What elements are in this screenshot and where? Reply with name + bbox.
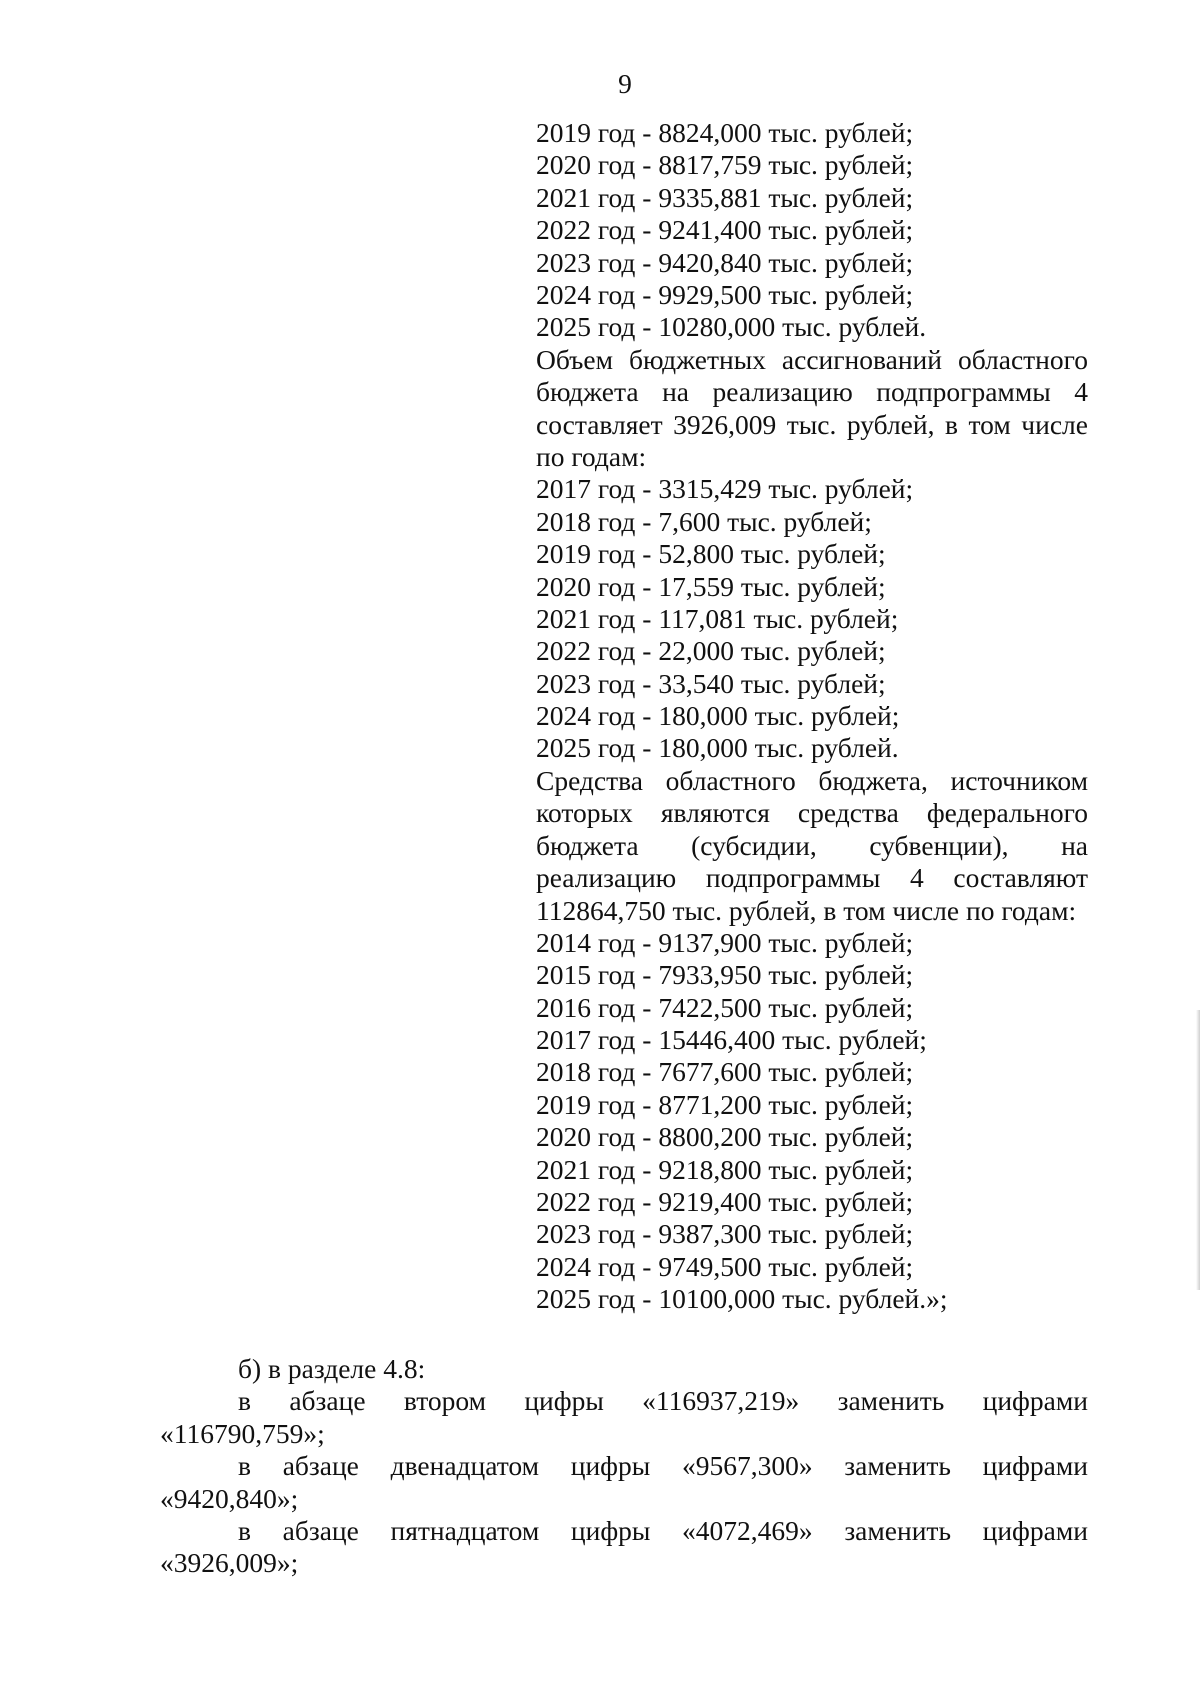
word: цифрами (982, 1450, 1088, 1482)
word: двенадцатом (390, 1450, 540, 1482)
word: втором (403, 1385, 486, 1417)
list-item: 2020 год - 8817,759 тыс. рублей; (536, 149, 914, 181)
scan-edge-shadow (1196, 1010, 1200, 1290)
list-item: 2017 год - 3315,429 тыс. рублей; (536, 473, 914, 505)
list-item: 2019 год - 8824,000 тыс. рублей; (536, 117, 914, 148)
list-item: 2016 год - 7422,500 тыс. рублей; (536, 991, 914, 1023)
new-value: «3926,009»; (160, 1547, 299, 1579)
new-value: «116790,759»; (160, 1417, 325, 1449)
new-value: «9420,840»; (160, 1482, 299, 1514)
list-item: 2024 год - 9929,500 тыс. рублей; (536, 278, 914, 310)
amendment-line (160, 1515, 1088, 1547)
year-list-a (536, 117, 1088, 344)
list-item: 2018 год - 7677,600 тыс. рублей; (536, 1056, 914, 1088)
list-item: 2024 год - 9749,500 тыс. рублей; (536, 1250, 914, 1282)
list-item: 2014 год - 9137,900 тыс. рублей; (536, 926, 914, 958)
amendment-line (160, 1450, 1088, 1482)
list-item: 2019 год - 8771,200 тыс. рублей; (536, 1088, 914, 1120)
word: цифры (570, 1514, 651, 1546)
list-item: 2023 год - 33,540 тыс. рублей; (536, 667, 886, 699)
paragraph-federal-funds: Средства областного бюджета, источником которых являются средства федерального бюджета (субсидии, субвенции), на реализацию подпрограммы 4 составляют 112864,750 тыс. рублей, в том числе по годам: (536, 764, 1088, 926)
word: заменить (837, 1385, 945, 1417)
list-item: 2022 год - 9219,400 тыс. рублей; (536, 1186, 914, 1218)
word: абзаце (289, 1385, 366, 1417)
word: цифрами (982, 1514, 1088, 1546)
word: в (238, 1450, 251, 1482)
amendments-heading: б) в разделе 4.8: (238, 1353, 426, 1384)
list-item: 2015 год - 7933,950 тыс. рублей; (536, 959, 914, 991)
right-column (536, 117, 1088, 1316)
amendment-line (160, 1385, 1088, 1417)
list-item: 2018 год - 7,600 тыс. рублей; (536, 505, 872, 537)
list-item: 2019 год - 52,800 тыс. рублей; (536, 538, 886, 570)
page-number: 9 (618, 68, 632, 99)
paragraph-regional-budget: Объем бюджетных ассигнований областного бюджета на реализацию подпрограммы 4 составляет 3926,009 тыс. рублей, в том числе по годам: (536, 343, 1088, 472)
word: абзаце (282, 1450, 359, 1482)
list-item: 2023 год - 9387,300 тыс. рублей; (536, 1218, 914, 1250)
word: в (238, 1385, 251, 1417)
amendment-item (160, 1515, 1088, 1580)
amendment-item (160, 1385, 1088, 1450)
list-item: 2025 год - 10100,000 тыс. рублей.»; (536, 1283, 948, 1315)
word: цифры (570, 1450, 651, 1482)
list-item: 2021 год - 9335,881 тыс. рублей; (536, 181, 914, 213)
list-item: 2025 год - 10280,000 тыс. рублей. (536, 311, 927, 343)
word: заменить (844, 1514, 951, 1546)
old-value: «116937,219» (642, 1385, 800, 1417)
list-item: 2024 год - 180,000 тыс. рублей; (536, 700, 900, 732)
year-list-c (536, 927, 1088, 1316)
old-value: «4072,469» (682, 1514, 813, 1546)
list-item: 2021 год - 9218,800 тыс. рублей; (536, 1153, 914, 1185)
list-item: 2023 год - 9420,840 тыс. рублей; (536, 246, 914, 278)
list-item: 2020 год - 8800,200 тыс. рублей; (536, 1121, 914, 1153)
list-item: 2017 год - 15446,400 тыс. рублей; (536, 1024, 927, 1056)
old-value: «9567,300» (681, 1450, 813, 1482)
word: цифры (524, 1385, 604, 1417)
list-item: 2022 год - 9241,400 тыс. рублей; (536, 214, 914, 246)
word: в (238, 1514, 251, 1546)
word: пятнадцатом (390, 1514, 540, 1546)
list-item: 2020 год - 17,559 тыс. рублей; (536, 570, 886, 602)
word: заменить (844, 1450, 951, 1482)
year-list-b (536, 473, 1088, 765)
word: цифрами (982, 1385, 1088, 1417)
amendment-item (160, 1450, 1088, 1515)
list-item: 2025 год - 180,000 тыс. рублей. (536, 732, 899, 764)
word: абзаце (282, 1514, 359, 1546)
list-item: 2022 год - 22,000 тыс. рублей; (536, 635, 886, 667)
list-item: 2021 год - 117,081 тыс. рублей; (536, 602, 899, 634)
amendments-section (160, 1353, 1088, 1580)
